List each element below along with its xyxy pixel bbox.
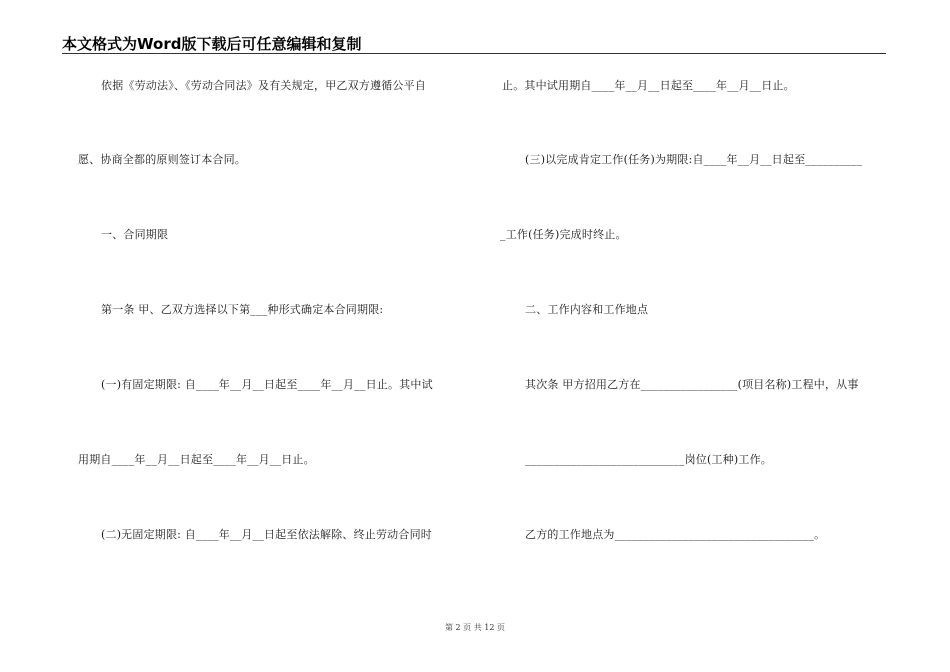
right-line-4: 二、工作内容和工作地点	[525, 303, 649, 316]
left-line-3: 一、合同期限	[101, 228, 169, 241]
left-line-1: 依据《劳动法》、《劳动合同法》及有关规定，甲乙双方遵循公平自	[101, 79, 426, 92]
left-line-7: (二)无固定期限: 自____年__月__日起至依法解除、终止劳动合同时	[101, 528, 432, 541]
right-line-5: 其次条 甲方招用乙方在_________________(项目名称)工程中，从事	[525, 378, 859, 391]
header-title: 本文格式为Word版下载后可任意编辑和复制	[62, 35, 362, 53]
left-line-6: 用期自____年__月__日起至____年__月__日止。	[78, 453, 315, 466]
right-line-6: ____________________________岗位(工种)工作。	[525, 453, 772, 466]
header-divider	[62, 53, 886, 54]
right-line-2: (三)以完成肯定工作(任务)为期限:自____年__月__日起至__________	[525, 153, 863, 166]
page-number-footer: 第 2 页 共 12 页	[445, 623, 505, 632]
left-line-5: (一)有固定期限: 自____年__月__日起至____年__月__日止。其中试	[101, 378, 433, 391]
left-line-4: 第一条 甲、乙双方选择以下第___种形式确定本合同期限:	[101, 303, 384, 316]
right-line-7: 乙方的工作地点为___________________________________。	[525, 528, 826, 541]
left-line-2: 愿、协商全都的原则签订本合同。	[78, 153, 246, 166]
right-line-1: 止。其中试用期自____年__月__日起至____年__月__日止。	[502, 79, 795, 92]
right-line-3: _工作(任务)完成时终止。	[500, 228, 627, 241]
